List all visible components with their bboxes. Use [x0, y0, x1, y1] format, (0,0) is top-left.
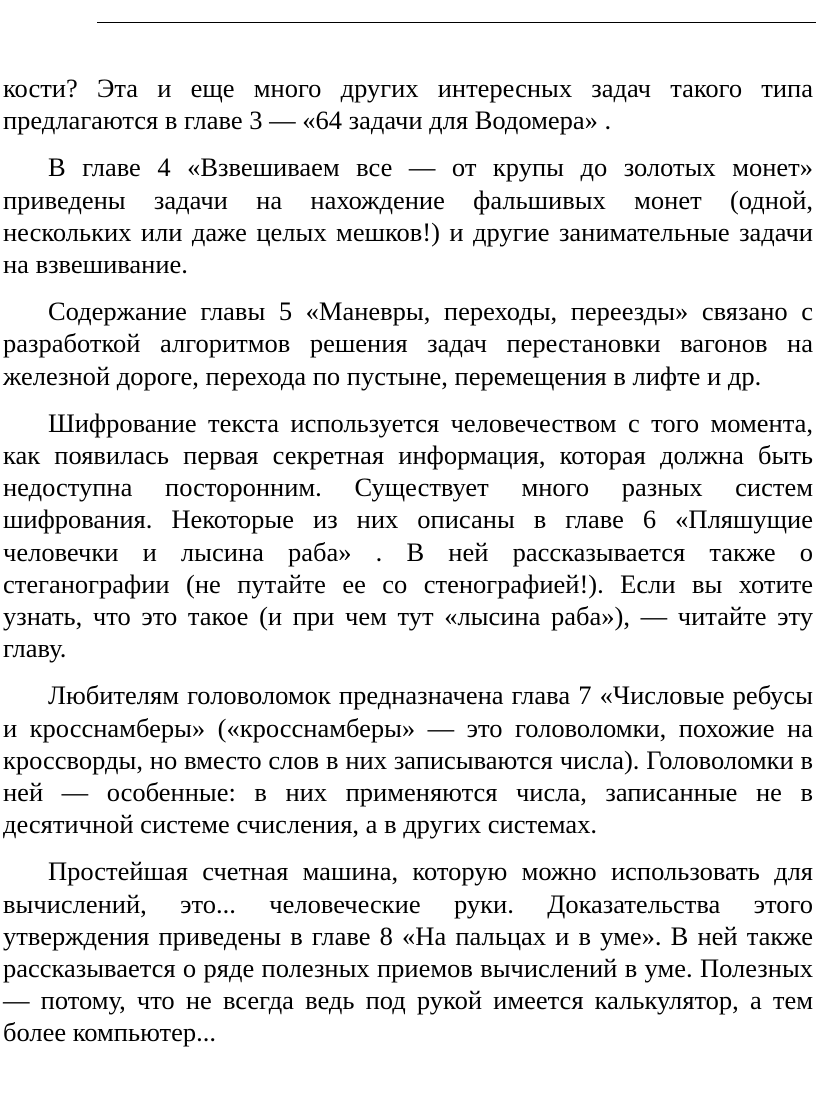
paragraph-continuation: кости? Эта и еще много других интересных задач такого типа предлагаются в главе 3 — «64 задачи для Водомера» .	[3, 73, 813, 136]
paragraph-chapter-8: Простейшая счетная машина, которую можно использовать для вычислений, это... человеческие руки. Доказательства этого утверждения приведены в главе 8 «На пальцах и в уме». В ней также рассказывается о ряде полезных приемов вычислений в уме. Полезных — потому, что не всегда ведь под рукой имеется калькулятор, а тем более компьютер...	[3, 856, 813, 1048]
paragraph-chapter-6: Шифрование текста используется человечеством с того момента, как появилась первая секретная информация, которая должна быть недоступна посторонним. Существует много разных систем шифрования. Некоторые из них описаны в главе 6 «Пляшущие человечки и лысина раба» . В ней рассказывается также о стеганографии (не путайте ее со стенографией!). Если вы хотите узнать, что это такое (и при чем тут «лысина раба»), — читайте эту главу.	[3, 407, 813, 664]
top-rule	[97, 22, 816, 23]
paragraph-chapter-5: Содержание главы 5 «Маневры, переходы, переезды» связано с разработкой алгоритмов решения задач перестановки вагонов на железной дороге, перехода по пустыне, перемещения в лифте и др.	[3, 296, 813, 391]
paragraph-chapter-7: Любителям головоломок предназначена глава 7 «Числовые ребусы и кросснамберы» («кросснамберы» — это головоломки, похожие на кроссворды, но вместо слов в них записываются числа). Головоломки в ней — особенные: в них применяются числа, записанные не в десятичной системе счисления, а в других системах.	[3, 680, 813, 840]
page-body	[3, 72, 813, 1064]
paragraph-chapter-4: В главе 4 «Взвешиваем все — от крупы до золотых монет» приведены задачи на нахождение фальшивых монет (одной, нескольких или даже целых мешков!) и другие занимательные задачи на взвешивание.	[3, 152, 813, 280]
